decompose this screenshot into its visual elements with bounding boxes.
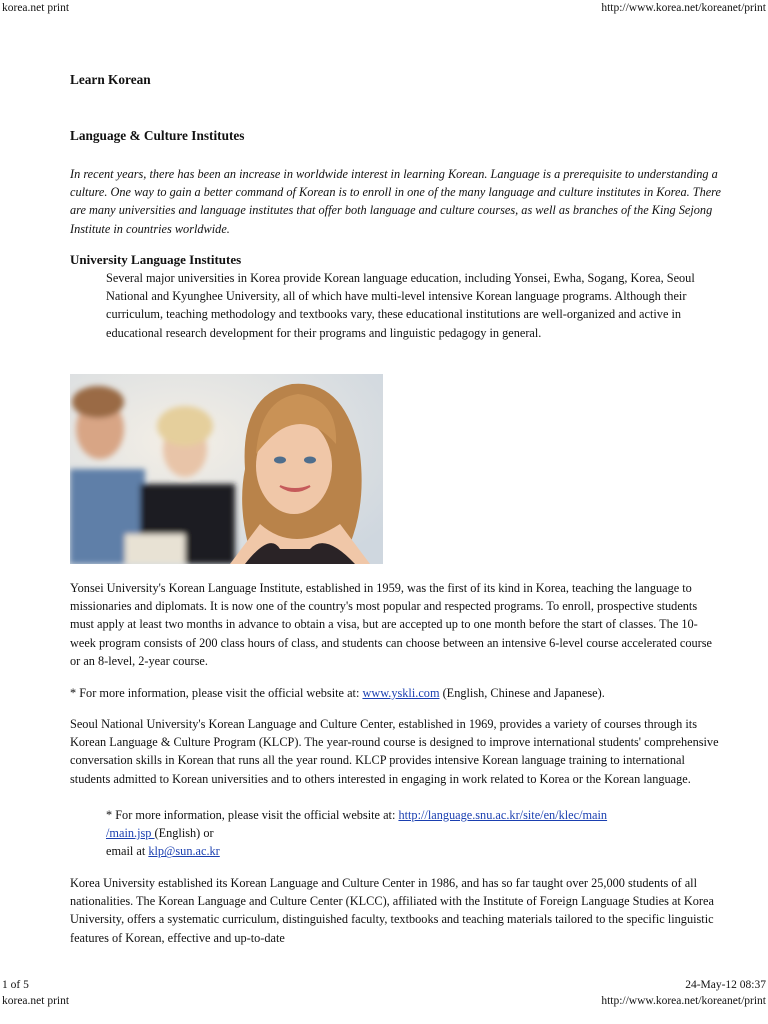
print-date: 24-May-12 08:37	[685, 979, 766, 991]
korea-university-paragraph: Korea University established its Korean Language and Culture Center in 1986, and has so far taught over 25,000 students of all nationalities. The Korean Language and Culture Center (KLCC), affiliated with the Institute of Foreign Language Studies at Korea University, offers a systematic curriculum, distinguished faculty, textbooks and teaching materials tailored to the specific linguistic features of Korean, effective and up-to-date	[70, 876, 714, 945]
snu-email-link[interactable]: klp@sun.ac.kr	[148, 844, 220, 859]
yonsei-info-prefix: * For more information, please visit the official website at:	[70, 686, 363, 700]
students-photo	[70, 374, 383, 564]
print-header-url: http://www.korea.net/koreanet/print	[601, 2, 766, 14]
print-footer-left: korea.net print	[2, 995, 70, 1007]
yonsei-website-link[interactable]: www.yskli.com	[362, 686, 440, 700]
print-footer-url: http://www.korea.net/koreanet/print	[601, 995, 766, 1007]
university-paragraph: Several major universities in Korea provide Korean language education, including Yonsei, Ewha, Sogang, Korea, Seoul National and Kyunghee University, all of which have multi-level intensive Korean language programs. Although their curriculum, teaching methodology and textbooks vary, these educational institutions are well-organized and active in educational research development for their programs and linguistic pedagogy in general.	[106, 271, 695, 340]
page-number: 1 of 5	[2, 979, 29, 991]
print-header-left: korea.net print	[2, 2, 70, 14]
snu-info-prefix: * For more information, please visit the official website at:	[106, 808, 399, 822]
snu-website-link[interactable]: http://language.snu.ac.kr/site/en/klec/main	[398, 808, 608, 822]
intro-paragraph: In recent years, there has been an increase in worldwide interest in learning Korean. Language is a prerequisite to understanding a culture. One way to gain a better command of Korean is to enroll in one of the many language and culture institutes in Korea. There are many universities and language institutes that offer both language and culture courses, as well as branches of the King Sejong Institute in countries worldwide.	[70, 167, 721, 236]
yonsei-paragraph: Yonsei University's Korean Language Institute, established in 1959, was the first of its kind in Korea, teaching the language to missionaries and diplomats. It is now one of the country's most popular and respected programs. To enroll, prospective students must apply at least two months in advance to obtain a visa, but are accepted up to one month before the start of classes. The 10-week program consists of 200 class hours of class, and students can choose between an intensive 6-level course accelerated course or an 8-level, 2-year course.	[70, 581, 712, 668]
snu-website-link-continued[interactable]: /main.jsp	[106, 826, 155, 841]
snu-info	[106, 806, 722, 861]
snu-info-suffix: (English) or	[154, 826, 214, 841]
subsection-heading: University Language Institutes	[70, 252, 242, 267]
section-title: Language & Culture Institutes	[70, 128, 245, 143]
snu-email-prefix: email at	[106, 844, 149, 859]
page-title: Learn Korean	[70, 72, 151, 87]
yonsei-info-suffix: (English, Chinese and Japanese).	[439, 686, 605, 700]
snu-paragraph: Seoul National University's Korean Language and Culture Center, established in 1969, provides a variety of courses through its Korean Language & Culture Program (KLCP). The year-round course is designed to improve international students' comprehensive conversation skills in Korean that runs all the year round. KLCP provides intensive Korean language training to international students admitted to Korean universities and to others interested in engaging in work related to Korea or the Korean language.	[70, 717, 719, 786]
yonsei-info	[70, 684, 722, 702]
